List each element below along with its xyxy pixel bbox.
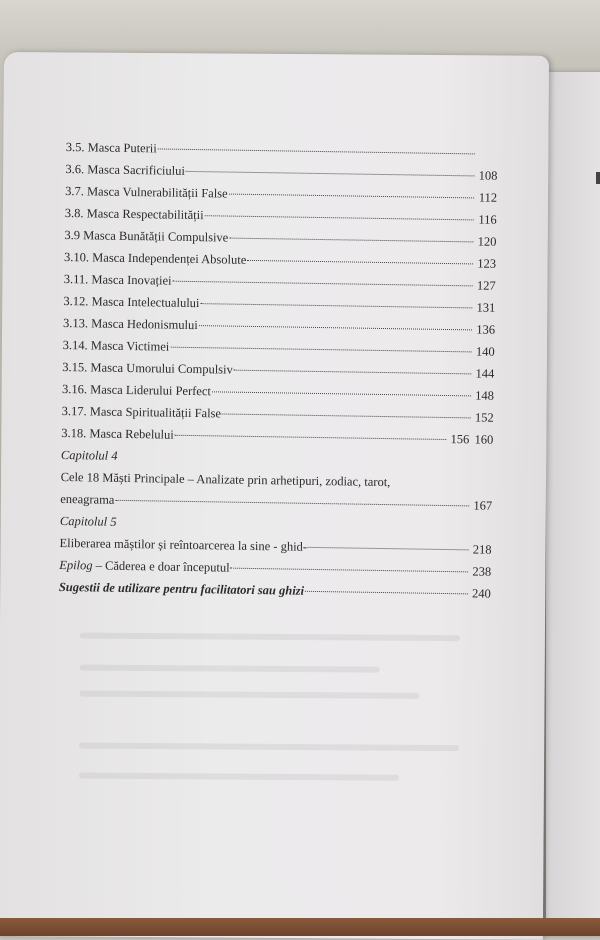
toc-label: 3.15. Masca Umorului Compulsiv — [62, 356, 233, 381]
toc-page: 127 — [474, 274, 496, 296]
toc-label: 3.6. Masca Sacrificiului — [65, 158, 185, 182]
toc-page: 123 — [474, 252, 496, 274]
bleed-through-line — [80, 691, 420, 699]
toc-label: 3.8. Masca Respectabilității — [65, 202, 204, 226]
leader-dots — [170, 347, 471, 353]
leader-dots — [186, 171, 475, 177]
toc-page: 140 — [472, 340, 494, 362]
leader-dots — [115, 500, 469, 507]
leader-dots — [199, 325, 472, 330]
table-surface — [0, 918, 600, 936]
chapter-4-title-line2: eneagrama — [60, 488, 114, 511]
leader-dots — [173, 281, 473, 287]
toc-label: 3.13. Masca Hedonismului — [63, 312, 198, 336]
toc-page: 120 — [474, 230, 496, 252]
toc-page: 238 — [469, 560, 491, 582]
backdrop — [0, 0, 600, 60]
toc-label: 3.16. Masca Liderului Perfect — [62, 378, 211, 402]
toc-label: 3.5. Masca Puterii — [66, 136, 157, 159]
toc-label: 3.12. Masca Intelectualului — [63, 290, 199, 314]
leader-dots — [158, 148, 475, 154]
next-page-mark — [596, 172, 600, 184]
toc-page: 152 — [471, 406, 493, 428]
toc-page: 108 — [475, 164, 497, 186]
leader-dots — [229, 238, 473, 243]
toc-page: 131 — [473, 296, 495, 318]
toc-label: 3.17. Masca Spiritualității False — [62, 400, 222, 425]
leader-dots — [212, 391, 471, 396]
toc-page: 167 — [470, 494, 492, 516]
table-of-contents — [59, 136, 498, 605]
toc-page: 112 — [475, 186, 497, 208]
leader-dots — [175, 435, 446, 440]
leader-dots — [308, 547, 469, 551]
toc-label: 3.14. Masca Victimei — [63, 334, 170, 358]
bleed-through-line — [79, 773, 399, 781]
leader-dots — [222, 413, 471, 418]
toc-page: 116 — [475, 208, 497, 230]
toc-label: 3.18. Masca Rebelului — [61, 422, 174, 446]
toc-page: 218 — [469, 538, 491, 560]
toc-page: 136 — [473, 318, 495, 340]
epilog-label: Epilog — [59, 558, 93, 573]
chapter-4-title-line1: Cele 18 Măști Principale – Analizate prin arhetipuri, zodiac, tarot, — [60, 466, 492, 495]
toc-label: 3.11. Masca Inovației — [64, 268, 172, 292]
bleed-through-line — [79, 743, 459, 752]
leader-dots — [205, 215, 474, 220]
toc-label: 3.10. Masca Independenței Absolute — [64, 246, 247, 271]
leader-dots — [229, 194, 474, 199]
toc-page: 148 — [472, 384, 494, 406]
epilog-subtitle: – Căderea e doar începutul — [92, 558, 229, 574]
bleed-through-line — [80, 665, 380, 673]
toc-page: 156 — [447, 428, 469, 450]
chapter-5-heading: Capitolul 5 — [60, 510, 492, 539]
chapter-5-title: Eliberarea măștilor și reîntoarcerea la sine - ghid- — [59, 532, 307, 558]
leader-dots — [234, 370, 472, 375]
toc-page-extra: 160 — [471, 428, 493, 450]
toc-page: 240 — [469, 582, 491, 604]
toc-page: 144 — [472, 362, 494, 384]
toc-label: 3.7. Masca Vulnerabilității False — [65, 180, 228, 205]
toc-label: 3.9 Masca Bunătății Compulsive — [64, 224, 228, 249]
suggestions-title: Sugestii de utilizare pentru facilitatori sau ghizi — [59, 576, 305, 602]
leader-dots — [200, 303, 472, 308]
chapter-4-heading: Capitolul 4 — [61, 444, 493, 473]
leader-dots — [247, 260, 473, 265]
next-page-edge — [546, 72, 600, 936]
bleed-through-line — [80, 633, 460, 642]
leader-dots — [231, 568, 469, 573]
epilog-title — [59, 554, 230, 579]
leader-dots — [305, 591, 468, 595]
